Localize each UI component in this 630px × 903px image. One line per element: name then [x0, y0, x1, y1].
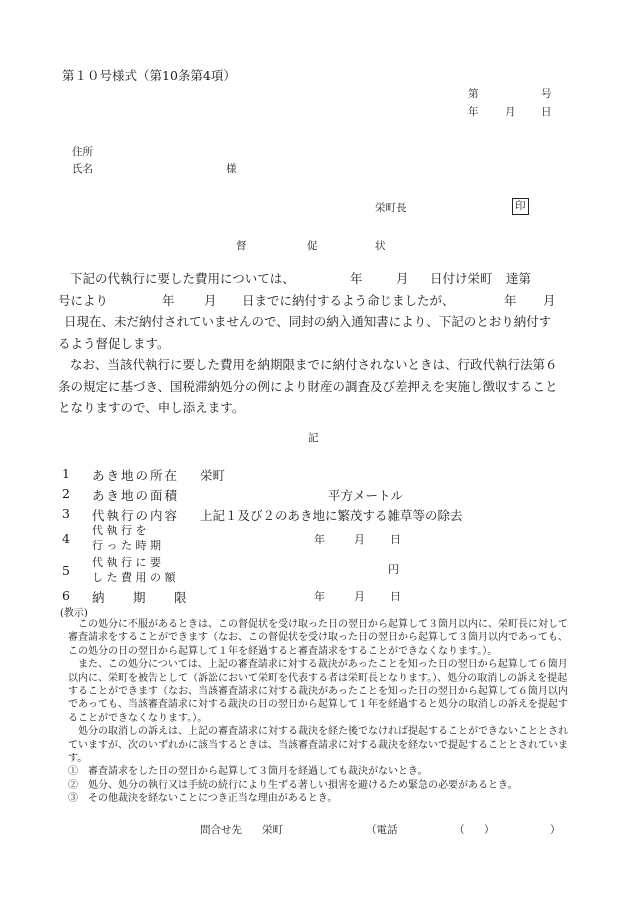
item-label: あき地の面積 [92, 488, 180, 503]
seal-label: 印 [512, 198, 529, 215]
contact-phone-label: （電話 [366, 824, 398, 836]
contact-end: ） [550, 824, 561, 836]
notice-paragraph-3: 処分の取消しの訴えは、上記の審査請求に対する裁決を経た後でなければ提起することができないこととされていますが、次のいずれかに該当するときは、当該審査請求に対する裁決を経ないで提起することとされています。 [68, 726, 568, 765]
notice-paragraph-1: この処分に不服があるときは、この督促状を受け取った日の翌日から起算して３箇月以内に、栄町長に対して審査請求をすることができます（なお、この督促状を受け取った日の翌日から起算して３箇月以内であっても、この処分の日の翌日から起算して１年を経過すると審査請求をすることができなくなります。）。 [68, 619, 568, 657]
item-number: 1 [62, 466, 70, 481]
ki-heading: 記 [308, 432, 319, 444]
body-line4: るよう督促します。 [58, 335, 170, 351]
item-label-line1: 代 執 行 を [92, 524, 147, 537]
item-label: あき地の所在 [92, 468, 180, 483]
body-line3: 日現在、未だ納付されていませんので、同封の納入通知書により、下記のとおり納付す [64, 314, 552, 329]
contact-org: 栄町 [262, 824, 283, 836]
notice-item-3: ③ その他裁決を経ないことにつき正当な理由があるとき。 [68, 793, 338, 805]
heading-char-1: 督 [236, 240, 247, 252]
item-month: 月 [354, 533, 365, 546]
name-label: 氏名 [72, 163, 93, 175]
item-year: 年 [314, 533, 325, 546]
item-number: 6 [62, 588, 70, 603]
body-line1-e: 達第 [506, 271, 532, 286]
body-line2-a: 号により [58, 292, 109, 308]
body-line2-e: 年 [504, 292, 517, 308]
sender-title: 栄町長 [375, 202, 407, 214]
doc-date-day: 日 [541, 106, 552, 118]
doc-date-month: 月 [505, 106, 516, 118]
body-line2-d: 日までに納付するよう命じましたが、 [242, 292, 455, 308]
body-line5: なお、当該代執行に要した費用を納期限までに納付されないときは、行政代執行法第６ [70, 357, 558, 372]
contact-paren-open: （ [454, 824, 465, 836]
item-number: 4 [62, 531, 70, 546]
item-number: 3 [62, 506, 70, 521]
body-line1-c: 月 [396, 271, 409, 286]
item-day: 日 [390, 533, 401, 546]
item-number: 2 [62, 486, 70, 501]
seal-mark [512, 198, 529, 215]
form-title: 第１０号様式（第10条第4項） [62, 68, 236, 83]
body-text [58, 268, 576, 419]
item-month: 月 [354, 590, 365, 603]
notice-item-2: ② 処分、処分の執行又は手続の続行により生ずる著しい損害を避けるため緊急の必要があるとき。 [68, 779, 518, 791]
body-line7: となりますので、申し添えます。 [58, 400, 245, 415]
body-line2-b: 年 [162, 292, 175, 308]
doc-date-year: 年 [468, 106, 479, 118]
doc-number-prefix: 第 [468, 88, 479, 100]
honorific: 様 [226, 163, 237, 175]
item-label: 納 期 限 [92, 590, 195, 605]
address-label: 住所 [72, 146, 93, 158]
item-row [62, 524, 522, 554]
item-label-line1: 代 執 行 に 要 [92, 556, 161, 569]
item-label-line2: し た 費 用 の 額 [92, 571, 176, 584]
item-row [62, 556, 522, 586]
doc-number-suffix: 号 [541, 88, 552, 100]
notice-item-1: ① 審査請求をした日の翌日から起算して３箇月を経過しても裁決がないとき。 [68, 766, 428, 778]
contact-label: 問合せ先 [200, 824, 242, 836]
item-value: 栄町 [200, 468, 226, 483]
notice-paragraph-2: また、この処分については、上記の審査請求に対する裁決があったことを知った日の翌日から起算して６箇月以内に、栄町を被告として（訴訟において栄町を代表する者は栄町長となります。）、処分の取消しの訴えを提起することができます（なお、当該審査請求に対する裁決があったことを知った日の翌日から起算して６箇月以内であっても、当該審査請求に対する裁決の日の翌日から起算して１年を経過すると処分の取消しの訴えを提起することができなくなります。）。 [68, 659, 568, 724]
item-label: 代執行の内容 [92, 508, 180, 523]
body-line1-a: 下記の代執行に要した費用については、 [70, 271, 295, 286]
heading-char-3: 状 [375, 240, 386, 252]
heading-char-2: 促 [307, 240, 318, 252]
item-value: 上記１及び２のあき地に繁茂する雑草等の除去 [200, 508, 463, 523]
notice-body [68, 618, 576, 806]
body-line2-c: 月 [204, 292, 217, 308]
item-label-line2: 行 っ た 時 期 [92, 539, 161, 552]
contact-paren-close: ） [484, 824, 495, 836]
notice-label: (教示) [60, 608, 88, 619]
body-line2-f: 月 [543, 292, 556, 308]
body-line6: 条の規定に基づき、国税滞納処分の例により財産の調査及び差押えを実施し徴収すること [58, 378, 558, 394]
item-year: 年 [314, 590, 325, 603]
body-line1-b: 年 [350, 271, 363, 286]
item-value: 平方メートル [328, 488, 404, 503]
item-number: 5 [62, 563, 70, 578]
item-value: 円 [388, 563, 399, 576]
item-day: 日 [390, 590, 401, 603]
body-line1-d: 日付け栄町 [430, 271, 493, 286]
